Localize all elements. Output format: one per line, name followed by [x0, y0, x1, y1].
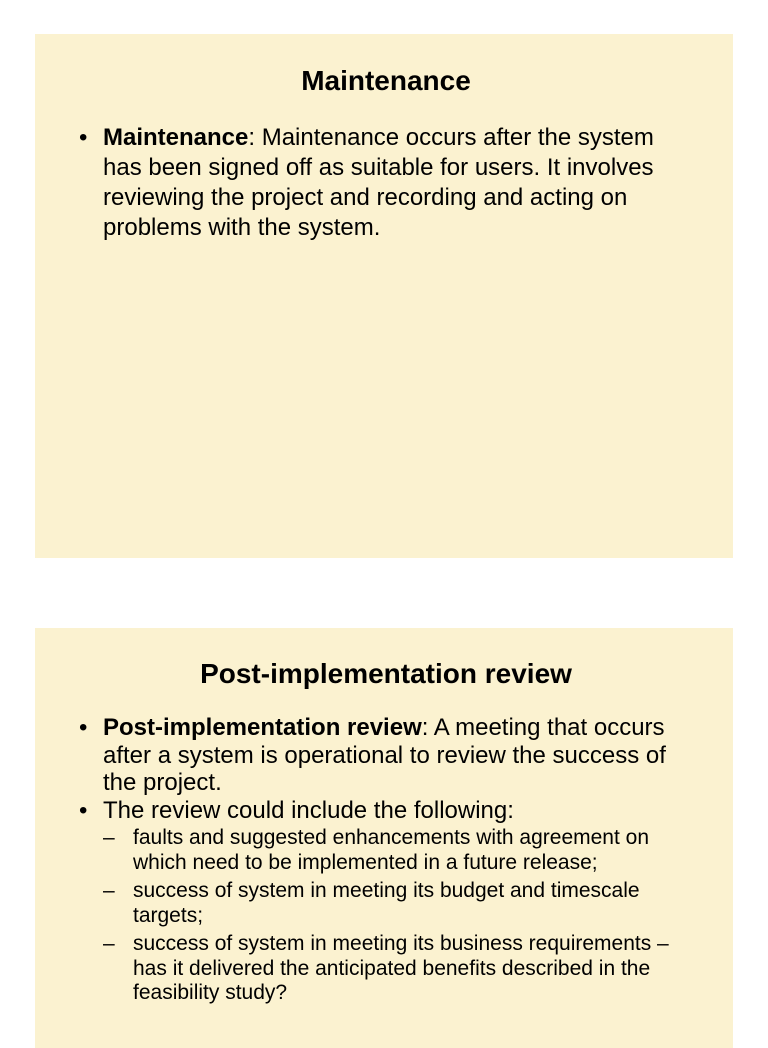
bullet-term: Maintenance	[103, 124, 249, 151]
slide-post-implementation-review	[35, 628, 733, 1048]
slide-maintenance	[35, 34, 733, 558]
bullet-list	[79, 123, 693, 243]
bullet-term: Post-implementation review	[103, 714, 422, 741]
bullet-text: : A meeting that occurs after a system is operational to review the success of the project.	[103, 714, 666, 796]
bullet-item	[79, 123, 693, 243]
bullet-text: : Maintenance occurs after the system has been signed off as suitable for users. It involves reviewing the project and recording and acting on problems with the system.	[103, 124, 654, 241]
sub-bullet-item	[103, 826, 693, 875]
bullet-item	[79, 714, 693, 797]
sub-bullet-item	[103, 932, 693, 1006]
bullet-text: The review could include the following:	[103, 796, 514, 824]
sub-bullet-text: success of system in meeting its business requirements – has it delivered the anticipated benefits described in the feasibility study?	[133, 932, 669, 1004]
slide-title: Post-implementation review	[200, 658, 572, 689]
sub-bullet-text: success of system in meeting its budget and timescale targets;	[133, 879, 640, 927]
sub-bullet-list	[103, 826, 693, 1006]
dash-marker: –	[103, 932, 115, 955]
bullet-item	[79, 797, 693, 1006]
sub-bullet-text: faults and suggested enhancements with agreement on which need to be implemented in a future release;	[133, 826, 650, 874]
sub-bullet-item	[103, 879, 693, 928]
slide-title: Maintenance	[301, 65, 471, 96]
dash-marker: –	[103, 879, 115, 902]
dash-marker: –	[103, 826, 115, 849]
bullet-list	[79, 714, 693, 1006]
